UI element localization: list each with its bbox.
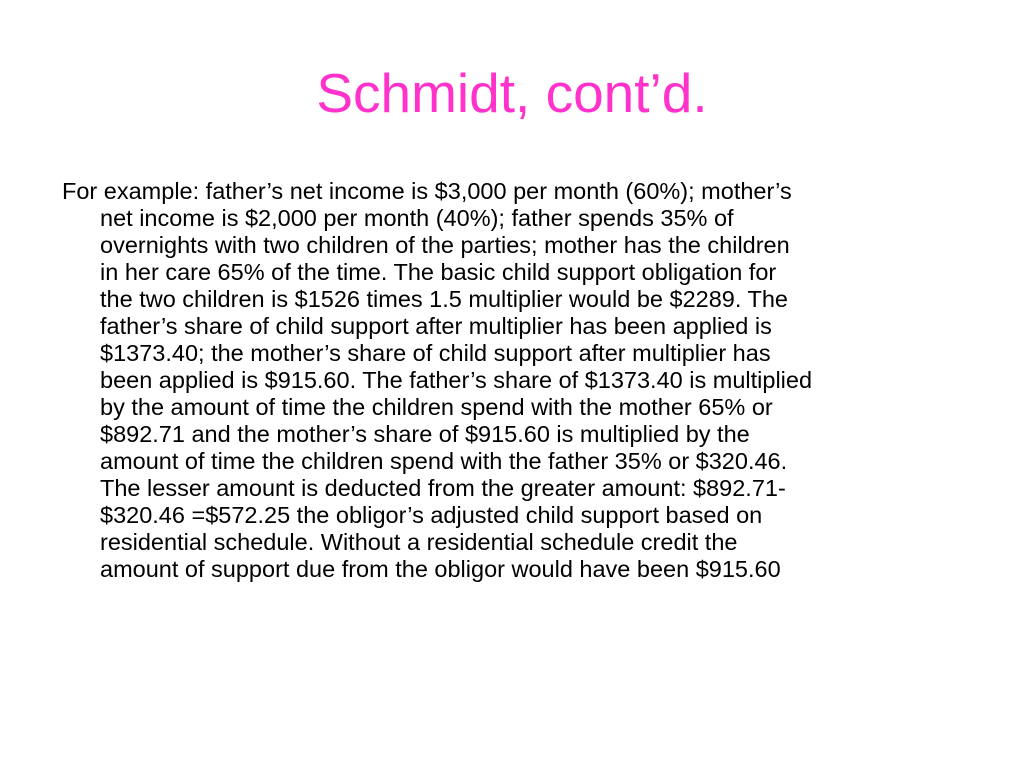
body-line-9: by the amount of time the children spend with the mother 65% or	[100, 394, 773, 420]
body-line-8: been applied is $915.60. The father’s share of $1373.40 is multiplied	[100, 367, 813, 393]
body-line-7: $1373.40; the mother’s share of child support after multiplier has	[100, 340, 771, 366]
body-line-2: net income is $2,000 per month (40%); father spends 35% of	[100, 205, 734, 231]
body-line-14: residential schedule. Without a residential schedule credit the	[100, 529, 738, 555]
slide-title: Schmidt, cont’d.	[316, 62, 708, 124]
body-line-13: $320.46 =$572.25 the obligor’s adjusted child support based on	[100, 502, 763, 528]
body-line-4: in her care 65% of the time. The basic child support obligation for	[100, 259, 777, 285]
body-line-5: the two children is $1526 times 1.5 multiplier would be $2289. The	[100, 286, 788, 312]
body-line-1: For example: father’s net income is $3,000 per month (60%); mother’s	[62, 178, 792, 204]
body-line-6: father’s share of child support after multiplier has been applied is	[100, 313, 772, 339]
slide-body	[62, 178, 982, 583]
body-line-15: amount of support due from the obligor would have been $915.60	[100, 556, 781, 582]
body-line-12: The lesser amount is deducted from the greater amount: $892.71-	[100, 475, 786, 501]
body-line-11: amount of time the children spend with the father 35% or $320.46.	[100, 448, 788, 474]
body-line-10: $892.71 and the mother’s share of $915.60 is multiplied by the	[100, 421, 750, 447]
body-line-3: overnights with two children of the parties; mother has the children	[100, 232, 790, 258]
